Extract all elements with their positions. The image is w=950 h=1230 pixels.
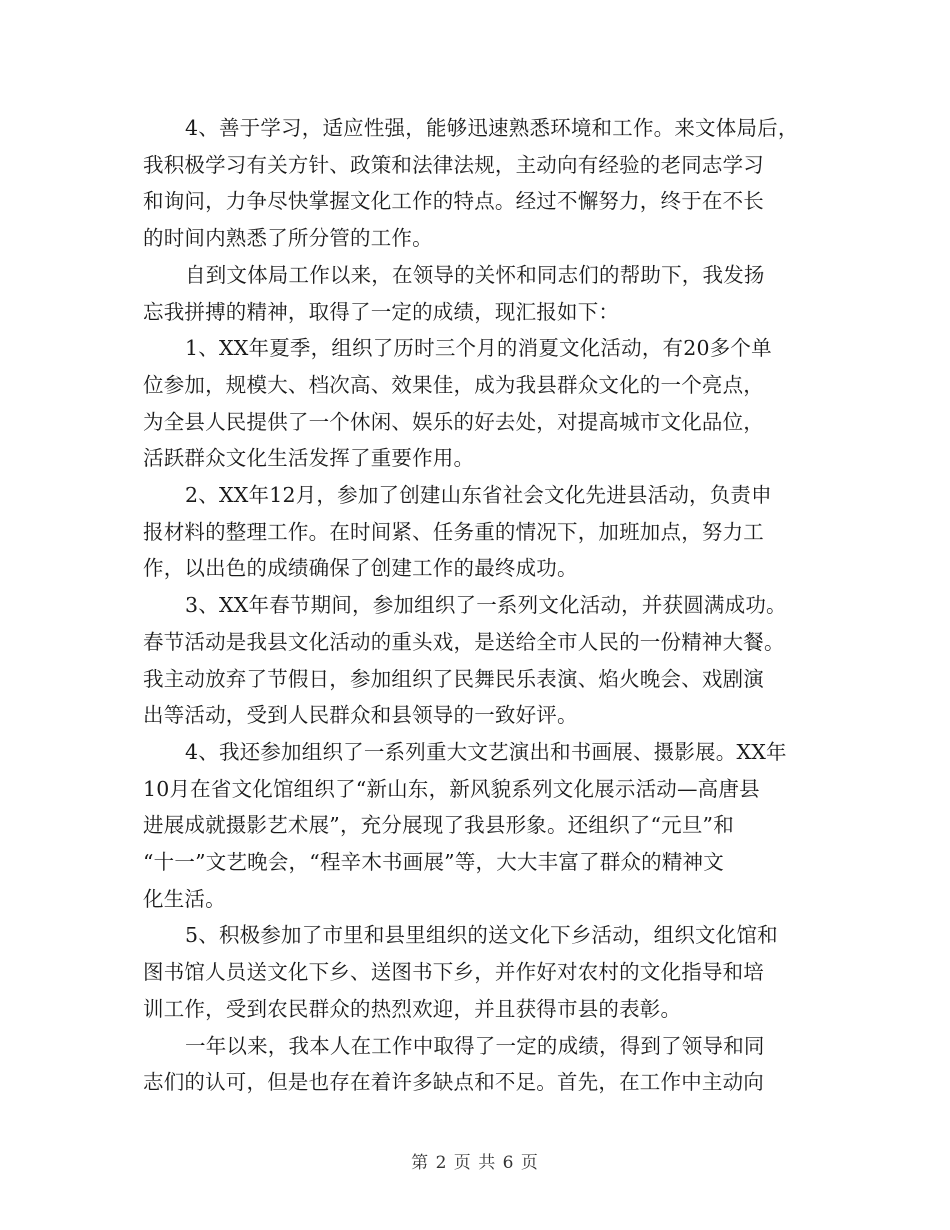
text-line: 忘我拼搏的精神，取得了一定的成绩，现汇报如下：: [143, 299, 620, 324]
text-line: 为全县人民提供了一个休闲、娱乐的好去处，对提高城市文化品位，: [143, 409, 764, 434]
text-line: 我主动放弃了节假日，参加组织了民舞民乐表演、焰火晚会、戏剧演: [143, 666, 764, 691]
text-line: 春节活动是我县文化活动的重头戏，是送给全市人民的一份精神大餐。: [143, 629, 785, 654]
text-line: 图书馆人员送文化下乡、送图书下乡，并作好对农村的文化指导和培: [143, 960, 764, 985]
paragraph-item-4: [143, 734, 813, 918]
text-line: 2、XX年12月，参加了创建山东省社会文化先进县活动，负责申: [185, 483, 772, 508]
text-line: 和询问，力争尽快掌握文化工作的特点。经过不懈努力，终于在不长: [143, 189, 764, 214]
text-line: 进展成就摄影艺术展”，充分展现了我县形象。还组织了“元旦”和: [143, 813, 734, 838]
text-line: 志们的认可，但是也存在着许多缺点和不足。首先，在工作中主动向: [143, 1070, 764, 1095]
text-line: 活跃群众文化生活发挥了重要作用。: [143, 446, 475, 471]
paragraph-item-1: [143, 330, 813, 477]
text-line: 作，以出色的成绩确保了创建工作的最终成功。: [143, 556, 578, 581]
text-line: 3、XX年春节期间，参加组织了一系列文化活动，并获圆满成功。: [185, 593, 787, 618]
paragraph-item-3: [143, 587, 813, 734]
text-line: 的时间内熟悉了所分管的工作。: [143, 226, 433, 251]
text-line: 4、我还参加组织了一系列重大文艺演出和书画展、摄影展。XX年: [185, 739, 787, 764]
text-line: 报材料的整理工作。在时间紧、任务重的情况下，加班加点，努力工: [143, 519, 764, 544]
text-line: 化生活。: [143, 886, 226, 911]
paragraph-intro: [143, 257, 813, 330]
page-number-footer: 第 2 页 共 6 页: [411, 1153, 539, 1173]
document-body: [143, 110, 813, 1101]
text-line: 位参加，规模大、档次高、效果佳，成为我县群众文化的一个亮点，: [143, 372, 764, 397]
paragraph-item-5: [143, 917, 813, 1027]
text-line: “十一”文艺晚会，“程辛木书画展”等，大大丰富了群众的精神文: [143, 850, 724, 875]
paragraph-item-2: [143, 477, 813, 587]
text-line: 我积极学习有关方针、政策和法律法规，主动向有经验的老同志学习: [143, 152, 764, 177]
text-line: 4、善于学习，适应性强，能够迅速熟悉环境和工作。来文体局后，: [185, 116, 799, 140]
paragraph-summary: [143, 1028, 813, 1101]
text-line: 一年以来，我本人在工作中取得了一定的成绩，得到了领导和同: [185, 1033, 765, 1058]
text-line: 1、XX年夏季，组织了历时三个月的消夏文化活动，有20多个单: [185, 336, 772, 361]
text-line: 出等活动，受到人民群众和县领导的一致好评。: [143, 703, 578, 728]
text-line: 自到文体局工作以来，在领导的关怀和同志们的帮助下，我发扬: [185, 262, 765, 287]
text-line: 训工作，受到农民群众的热烈欢迎，并且获得市县的表彰。: [143, 996, 682, 1021]
text-line: 5、积极参加了市里和县里组织的送文化下乡活动，组织文化馆和: [185, 923, 778, 948]
paragraph-learning: [143, 110, 813, 257]
text-line: 10月在省文化馆组织了“新山东，新风貌系列文化展示活动—高唐县: [143, 776, 760, 801]
